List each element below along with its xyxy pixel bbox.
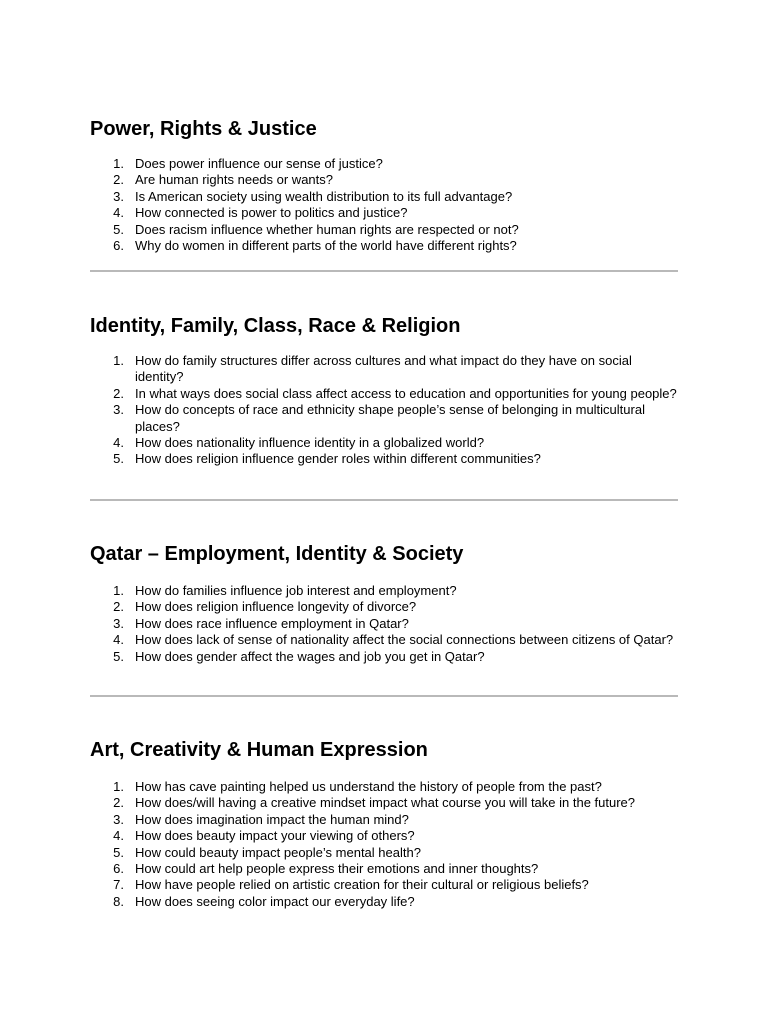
item-text: How does/will having a creative mindset impact what course you will take in the future? — [135, 795, 636, 811]
item-text: How does beauty impact your viewing of others? — [135, 828, 415, 844]
list-item — [90, 861, 678, 877]
question-list — [90, 353, 678, 468]
item-number: 1. — [113, 583, 124, 598]
item-number: 8. — [113, 893, 124, 909]
item-text: How do families influence job interest and employment? — [135, 583, 457, 598]
item-number: 5. — [113, 844, 124, 860]
list-item — [90, 894, 678, 910]
item-text: Does racism influence whether human rights are respected or not? — [135, 221, 519, 237]
list-item — [90, 451, 678, 467]
list-item — [90, 386, 678, 402]
list-item — [90, 583, 678, 599]
item-number: 7. — [113, 877, 124, 893]
item-number: 1. — [113, 779, 124, 794]
section-heading: Identity, Family, Class, Race & Religion — [90, 315, 461, 337]
list-item — [90, 616, 678, 632]
list-item — [90, 189, 678, 205]
item-number: 2. — [113, 385, 124, 401]
item-number: 2. — [113, 795, 124, 811]
item-number: 3. — [113, 402, 124, 418]
item-text: Why do women in different parts of the world have different rights? — [135, 238, 517, 254]
question-list — [90, 779, 678, 910]
item-number: 3. — [113, 811, 124, 827]
section-identity-family-class — [90, 314, 678, 467]
question-list — [90, 156, 678, 254]
section-heading: Power, Rights & Justice — [90, 118, 317, 140]
item-number: 4. — [113, 632, 124, 648]
question-list — [90, 583, 678, 665]
list-item — [90, 779, 678, 795]
item-text: How could beauty impact people’s mental health? — [135, 844, 421, 860]
list-item — [90, 156, 678, 172]
item-text: How do family structures differ across cultures and what impact do they have on social identity? — [135, 353, 632, 385]
item-text: How has cave painting helped us understand the history of people from the past? — [135, 779, 602, 794]
list-item — [90, 402, 678, 435]
section-heading: Art, Creativity & Human Expression — [90, 739, 428, 761]
list-item — [90, 795, 678, 811]
list-item — [90, 599, 678, 615]
item-number: 5. — [113, 451, 124, 467]
item-number: 4. — [113, 205, 124, 221]
item-text: How does religion influence longevity of divorce? — [135, 599, 417, 615]
item-number: 1. — [113, 156, 124, 171]
item-number: 2. — [113, 172, 124, 188]
item-number: 6. — [113, 238, 124, 254]
list-item — [90, 222, 678, 238]
section-art-creativity — [90, 738, 678, 909]
item-text: Does power influence our sense of justice? — [135, 156, 383, 171]
list-item — [90, 812, 678, 828]
list-item — [90, 238, 678, 254]
item-number: 2. — [113, 599, 124, 615]
section-power-rights-justice — [90, 117, 678, 254]
item-number: 4. — [113, 435, 124, 451]
list-item — [90, 649, 678, 665]
item-text: How do concepts of race and ethnicity shape people’s sense of belonging in multicultural places? — [135, 402, 645, 434]
item-number: 4. — [113, 828, 124, 844]
item-text: Is American society using wealth distribution to its full advantage? — [135, 188, 513, 204]
list-item — [90, 877, 678, 893]
item-text: How does imagination impact the human mind? — [135, 811, 409, 827]
list-item — [90, 845, 678, 861]
item-text: How connected is power to politics and justice? — [135, 205, 408, 221]
item-text: How could art help people express their emotions and inner thoughts? — [135, 861, 539, 877]
item-number: 5. — [113, 648, 124, 664]
item-number: 1. — [113, 353, 124, 368]
item-text: In what ways does social class affect access to education and opportunities for young people? — [135, 385, 677, 401]
section-divider — [90, 499, 678, 501]
section-divider — [90, 695, 678, 697]
item-text: How does lack of sense of nationality affect the social connections between citizens of Qatar? — [135, 632, 674, 648]
item-text: How does gender affect the wages and job you get in Qatar? — [135, 648, 485, 664]
item-text: How have people relied on artistic creation for their cultural or religious beliefs? — [135, 877, 589, 893]
item-number: 6. — [113, 861, 124, 877]
list-item — [90, 353, 678, 386]
list-item — [90, 828, 678, 844]
item-number: 3. — [113, 615, 124, 631]
item-number: 5. — [113, 221, 124, 237]
list-item — [90, 172, 678, 188]
item-text: How does seeing color impact our everyday life? — [135, 893, 415, 909]
list-item — [90, 205, 678, 221]
list-item — [90, 435, 678, 451]
item-text: How does nationality influence identity in a globalized world? — [135, 435, 485, 451]
section-heading: Qatar – Employment, Identity & Society — [90, 543, 464, 565]
item-text: Are human rights needs or wants? — [135, 172, 333, 188]
item-text: How does religion influence gender roles within different communities? — [135, 451, 541, 467]
list-item — [90, 632, 678, 648]
section-divider — [90, 270, 678, 272]
item-number: 3. — [113, 188, 124, 204]
item-text: How does race influence employment in Qatar? — [135, 615, 409, 631]
section-qatar-employment — [90, 542, 678, 664]
